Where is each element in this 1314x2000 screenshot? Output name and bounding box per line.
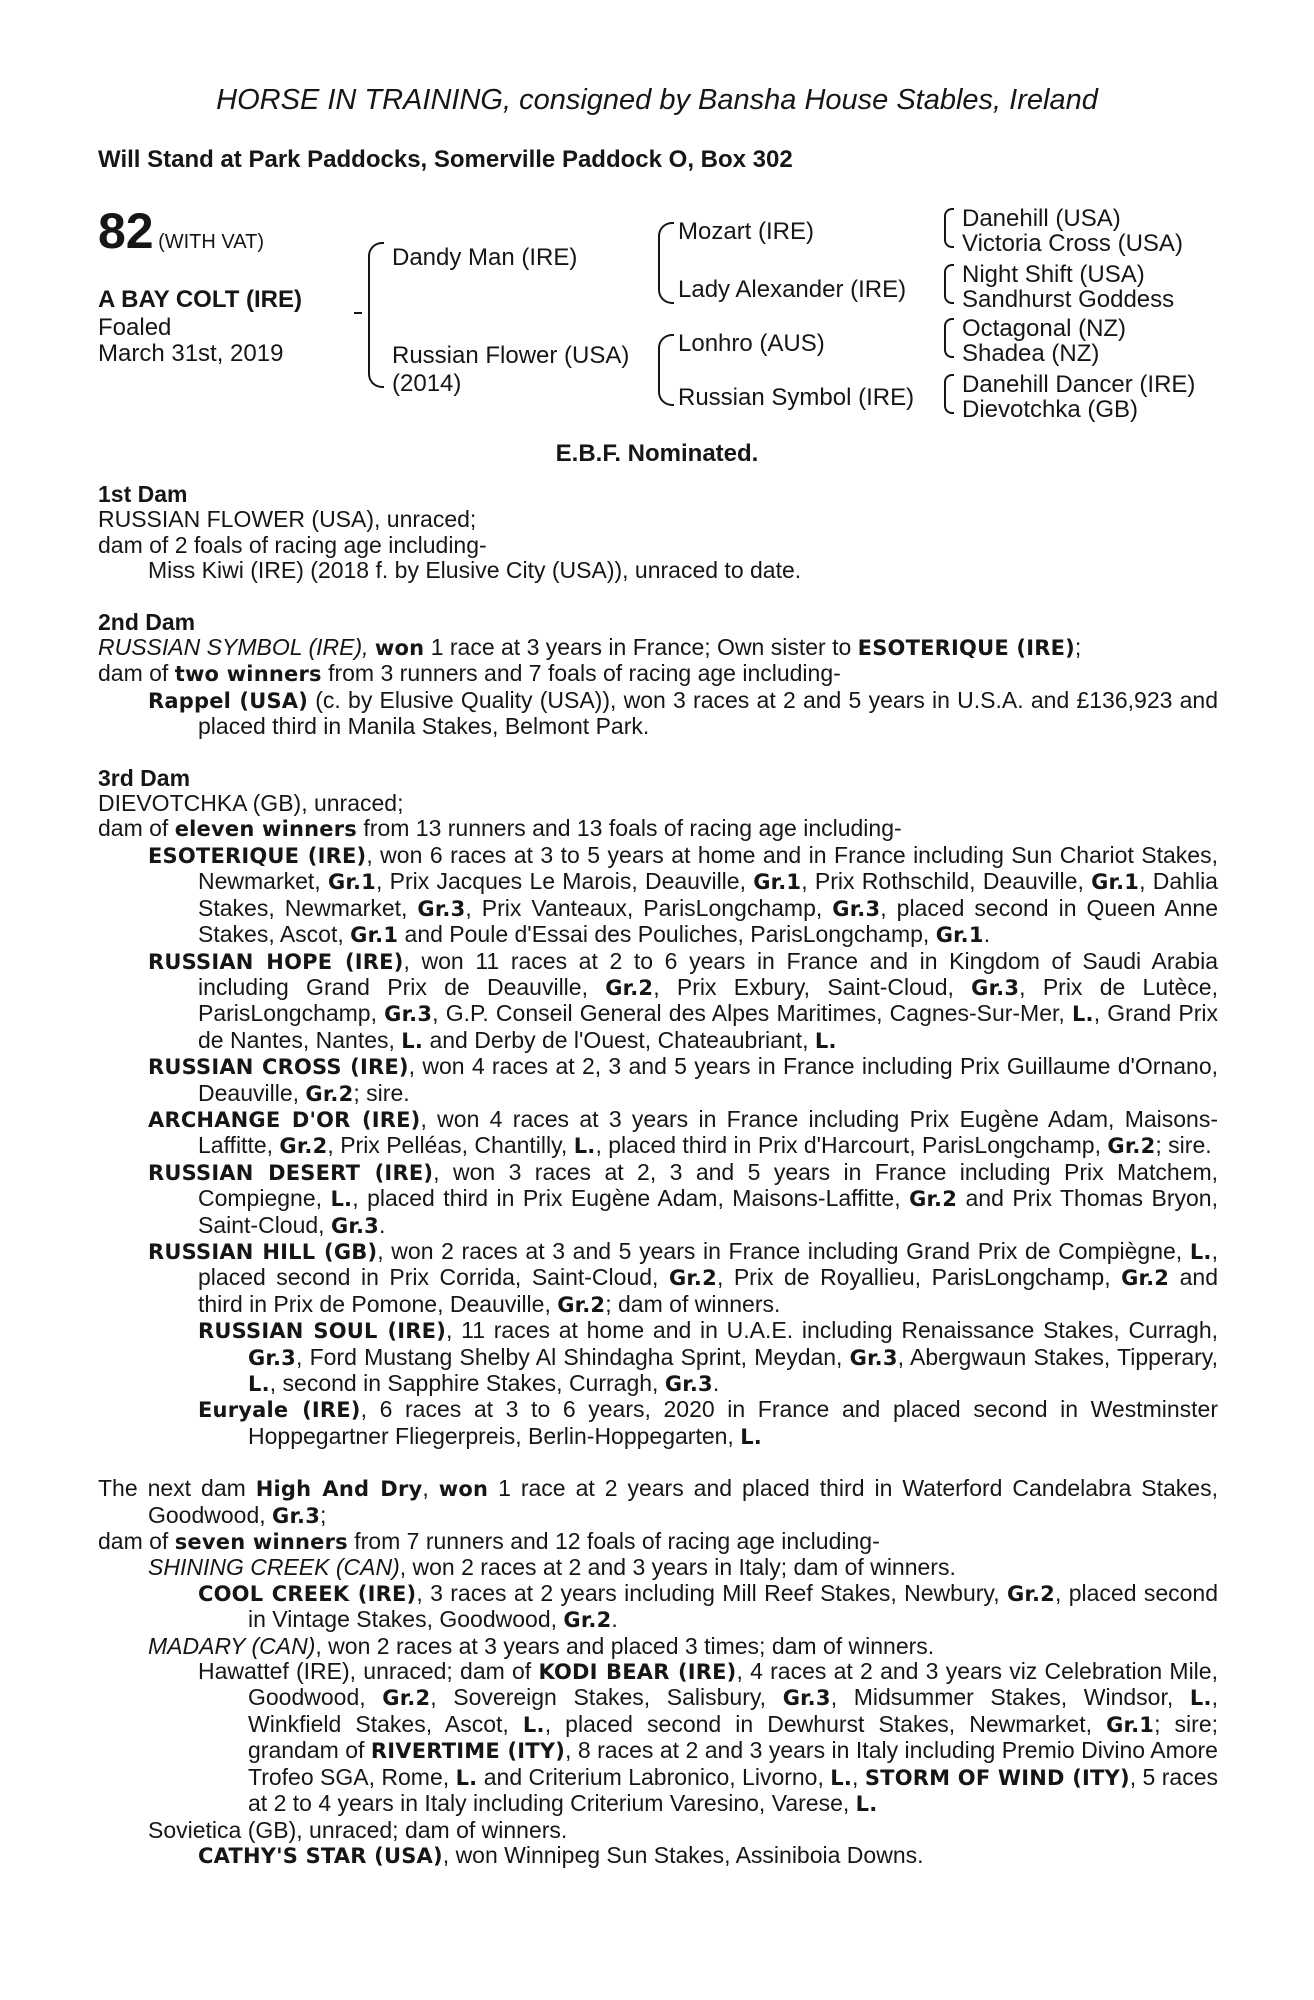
produce-entry: [98, 1318, 1218, 1397]
second-dam-section: [98, 610, 1218, 740]
text: , Winkfield Stakes, Ascot,: [248, 1684, 1219, 1737]
text: and third in Prix de Pomone, Deauville,: [198, 1264, 1219, 1317]
text: , Grand Prix de Nantes, Nantes,: [198, 1000, 1218, 1053]
text: .: [712, 1370, 720, 1396]
grade: Gr.1: [753, 870, 802, 895]
text: ; sire.: [353, 1079, 410, 1106]
grade: Gr.2: [382, 1686, 431, 1711]
won-text: won: [374, 636, 425, 661]
catalogue-header: HORSE IN TRAINING, consigned by Bansha House Stables, Ireland: [216, 84, 1098, 116]
produce-entry: [98, 1555, 1218, 1580]
text: (c. by Elusive Quality (USA)), won 3 races at 2 and 5 years in U.S.A. and £136,923 and placed third in Manila Stakes, Belmont Park.: [198, 686, 1219, 740]
grade: L.: [1189, 1239, 1212, 1264]
grade: Gr.3: [272, 1503, 321, 1528]
pedigree-brace-g4: [944, 374, 954, 414]
grade: Gr.1: [327, 870, 376, 895]
grade: Gr.2: [1121, 1266, 1170, 1291]
text: ,: [852, 1763, 865, 1790]
text: The next dam: [98, 1475, 256, 1502]
pedigree-g3-4: Sandhurst Goddess: [962, 286, 1175, 313]
grade: Gr.1: [1091, 870, 1140, 895]
vat-note: (WITH VAT): [158, 231, 264, 253]
dam-name: High And Dry: [255, 1477, 423, 1502]
pedigree-brace-dam: [658, 334, 674, 406]
produce-entry: [98, 843, 1218, 949]
horse-name: RUSSIAN SOUL (IRE): [198, 1319, 447, 1344]
text: , Prix de Royallieu, ParisLongchamp,: [716, 1264, 1122, 1291]
pedigree-brace-g2: [944, 264, 954, 304]
text: , 4 races at 2 and 3 years viz Celebration Mile, Goodwood,: [248, 1658, 1218, 1711]
foaled-date: March 31st, 2019: [98, 340, 284, 367]
dam-line: [98, 1476, 1218, 1529]
grade: Gr.3: [330, 1213, 379, 1238]
grade: L.: [740, 1424, 762, 1449]
horse-name: Rappel (USA): [148, 688, 309, 713]
grade: Gr.3: [384, 1002, 433, 1027]
produce-entry: [98, 1054, 1218, 1107]
dam-line: RUSSIAN FLOWER (USA), unraced;: [98, 506, 477, 533]
horse-name: SHINING CREEK (CAN): [148, 1554, 400, 1581]
text: , won 6 races at 3 to 5 years at home and in France including Sun Chariot Stakes, Newmarket,: [198, 841, 1218, 895]
horse-name: ESOTERIQUE (IRE): [148, 843, 367, 868]
produce-entry: [98, 1634, 1218, 1659]
text: , 11 races at home and in U.A.E. including Renaissance Stakes, Curragh,: [446, 1317, 1218, 1344]
text: , placed third in Prix d'Harcourt, ParisLongchamp,: [595, 1132, 1108, 1159]
text: .: [611, 1606, 618, 1633]
pedigree-brace-g1: [944, 208, 954, 248]
text: ; dam of winners.: [605, 1290, 781, 1317]
text: , 3 races at 2 years including Mill Reef Stakes, Newbury,: [416, 1579, 1007, 1606]
lot-number: 82: [98, 203, 154, 259]
pedigree-sire: Dandy Man (IRE): [392, 244, 578, 271]
grade: Gr.2: [557, 1292, 606, 1317]
text: , G.P. Conseil General des Alpes Maritimes, Cagnes-Sur-Mer,: [432, 1000, 1072, 1027]
grade: L.: [573, 1134, 596, 1159]
pedigree-dam: Russian Flower (USA): [392, 342, 630, 369]
produce-entry: [98, 1581, 1218, 1634]
dam-line: DIEVOTCHKA (GB), unraced;: [98, 790, 404, 817]
text: dam of: [98, 660, 175, 687]
produce-entry: Sovietica (GB), unraced; dam of winners.: [148, 1816, 568, 1843]
text: ;: [320, 1501, 327, 1528]
text: .: [983, 921, 991, 948]
text: , won 4 races at 3 years in France including Prix Eugène Adam, Maisons-Laffitte,: [198, 1105, 1218, 1159]
text: , Abergwaun Stakes, Tipperary,: [897, 1343, 1218, 1370]
dam-line: [98, 635, 1218, 661]
grade: Gr.3: [248, 1345, 296, 1370]
text: , won 2 races at 3 and 5 years in France including Grand Prix de Compiègne,: [377, 1237, 1190, 1264]
text: , Prix Rothschild, Deauville,: [801, 868, 1092, 895]
pedigree-dam-dam: Russian Symbol (IRE): [678, 384, 915, 411]
text: , won 3 races at 2, 3 and 5 years in France including Prix Matchem, Compiegne,: [198, 1158, 1218, 1212]
grade: Gr.3: [782, 1686, 831, 1711]
text: dam of: [98, 1528, 175, 1555]
produce-entry: [98, 1160, 1218, 1239]
pedigree-g3-7: Danehill Dancer (IRE): [962, 371, 1196, 398]
grade: Gr.2: [305, 1081, 354, 1106]
grade: Gr.2: [1006, 1581, 1055, 1606]
produce-entry: [98, 1397, 1218, 1450]
text: , Midsummer Stakes, Windsor,: [830, 1684, 1190, 1711]
grade: Gr.2: [605, 975, 654, 1000]
text: ; sire.: [1155, 1132, 1212, 1159]
produce-entry: [98, 688, 1218, 740]
pedigree-g3-1: Danehill (USA): [962, 205, 1121, 232]
grade: Gr.2: [563, 1608, 612, 1633]
produce-entry: [98, 949, 1218, 1055]
text: , Ford Mustang Shelby Al Shindagha Sprint, Meydan,: [296, 1343, 850, 1370]
section-title: 1st Dam: [98, 481, 188, 507]
dam-produce-line: [98, 1529, 1218, 1555]
next-dam-section: [98, 1476, 1218, 1869]
horse-name: RIVERTIME (ITY): [370, 1739, 566, 1764]
horse-name: RUSSIAN DESERT (IRE): [148, 1160, 434, 1185]
text: , placed second in Dewhurst Stakes, Newmarket,: [544, 1710, 1107, 1737]
text: , won 4 races at 2, 3 and 5 years in France including Prix Guillaume d'Ornano, Deauville,: [198, 1053, 1218, 1106]
horse-name: COOL CREEK (IRE): [198, 1581, 417, 1606]
produce-entry: [98, 1843, 1218, 1869]
text: , Prix Exbury, Saint-Cloud,: [653, 973, 972, 1000]
horse-name: MADARY (CAN): [148, 1632, 316, 1659]
grade: L.: [1189, 1686, 1212, 1711]
stand-location: Will Stand at Park Paddocks, Somerville Paddock O, Box 302: [98, 146, 793, 173]
produce-entry: Miss Kiwi (IRE) (2018 f. by Elusive City (USA)), unraced to date.: [148, 557, 802, 584]
foaled-label: Foaled: [98, 314, 172, 341]
dam-produce-line: [98, 661, 1218, 687]
text: , Sovereign Stakes, Salisbury,: [430, 1684, 783, 1711]
produce-entry: [98, 1659, 1218, 1817]
pedigree-brace-main: [368, 242, 384, 388]
dam-name: RUSSIAN SYMBOL (IRE),: [98, 634, 375, 661]
text: , 8 races at 2 and 3 years in Italy including Premio Divino Amore Trofeo SGA, Rome,: [248, 1737, 1218, 1790]
horse-name: A BAY COLT (IRE): [98, 286, 303, 313]
ebf-nomination: E.B.F. Nominated.: [555, 440, 759, 467]
text: , placed third in Prix Eugène Adam, Maisons-Laffitte,: [352, 1185, 910, 1212]
sister-name: ESOTERIQUE (IRE): [857, 636, 1075, 661]
produce-entry: [98, 1107, 1218, 1160]
horse-name: RUSSIAN HOPE (IRE): [148, 949, 404, 974]
pedigree-dam-sire: Lonhro (AUS): [678, 330, 825, 357]
brace-notch: [354, 312, 362, 314]
grade: L.: [455, 1765, 478, 1790]
pedigree-g3-6: Shadea (NZ): [962, 340, 1100, 367]
dam-produce-line: dam of 2 foals of racing age including-: [98, 531, 487, 558]
text: , 6 races at 3 to 6 years, 2020 in France and placed second in Westminster Hoppegartner Fliegerpreis, Berlin-Hoppegarten,: [248, 1396, 1218, 1449]
text: , 5 races at 2 to 4 years in Italy including Criterium Varesino, Varese,: [248, 1763, 1218, 1817]
grade: L.: [814, 1028, 837, 1053]
text: , placed second in Queen Anne Stakes, Ascot,: [198, 894, 1218, 948]
text: and Derby de l'Ouest, Chateaubriant,: [423, 1026, 815, 1053]
grade: Gr.3: [971, 975, 1020, 1000]
grade: Gr.3: [832, 896, 881, 921]
text: , Prix Pelléas, Chantilly,: [327, 1132, 574, 1159]
text: .: [378, 1211, 386, 1238]
winners-count: seven winners: [174, 1530, 348, 1555]
pedigree-notes: [98, 482, 1218, 1869]
text: Hawattef (IRE), unraced; dam of: [198, 1658, 539, 1685]
text: and Criterium Labronico, Livorno,: [477, 1763, 831, 1790]
text: from 3 runners and 7 foals of racing age including-: [321, 660, 841, 687]
winners-count: eleven winners: [174, 817, 357, 842]
pedigree-g3-5: Octagonal (NZ): [962, 315, 1127, 342]
text: from 7 runners and 12 foals of racing age including-: [347, 1528, 880, 1555]
text: , Prix Jacques Le Marois, Deauville,: [375, 868, 754, 895]
text: ;: [1074, 634, 1082, 661]
text: 1 race at 3 years in France; Own sister to: [424, 634, 858, 661]
section-title: 3rd Dam: [98, 764, 191, 791]
produce-entry: [98, 1239, 1218, 1318]
grade: L.: [330, 1187, 353, 1212]
text: , placed second in Vintage Stakes, Goodwood,: [248, 1579, 1219, 1633]
winners-count: two winners: [174, 662, 322, 687]
pedigree-brace-g3: [944, 318, 954, 358]
pedigree-g3-2: Victoria Cross (USA): [962, 230, 1183, 257]
text: , Prix de Lutèce, ParisLongchamp,: [198, 973, 1218, 1027]
pedigree-sire-sire: Mozart (IRE): [678, 218, 815, 245]
horse-name: RUSSIAN CROSS (IRE): [148, 1055, 409, 1080]
horse-name: CATHY'S STAR (USA): [198, 1843, 443, 1868]
text: , won 11 races at 2 to 6 years in France and in Kingdom of Saudi Arabia including Grand Prix de Deauville,: [198, 947, 1218, 1000]
text: , won 2 races at 2 and 3 years in Italy; dam of winners.: [399, 1554, 956, 1581]
grade: Gr.2: [909, 1187, 958, 1212]
pedigree-dam-year: (2014): [392, 370, 462, 397]
pedigree-sire-dam: Lady Alexander (IRE): [678, 276, 907, 303]
horse-name: ARCHANGE D'OR (IRE): [148, 1107, 421, 1132]
text: ; sire; grandam of: [248, 1710, 1219, 1764]
grade: L.: [1071, 1002, 1094, 1027]
text: , placed second in Prix Corrida, Saint-Cloud,: [198, 1237, 1218, 1291]
grade: Gr.1: [350, 923, 399, 948]
grade: L.: [855, 1792, 878, 1817]
grade: L.: [830, 1765, 853, 1790]
grade: Gr.3: [849, 1345, 898, 1370]
grade: Gr.2: [279, 1134, 328, 1159]
horse-name: RUSSIAN HILL (GB): [148, 1239, 378, 1264]
section-title: 2nd Dam: [98, 608, 196, 635]
pedigree-g3-8: Dievotchka (GB): [962, 396, 1139, 423]
grade: Gr.1: [935, 923, 984, 948]
grade: Gr.3: [664, 1372, 713, 1396]
text: , won Winnipeg Sun Stakes, Assiniboia Downs.: [442, 1841, 924, 1868]
grade: L.: [248, 1372, 270, 1396]
grade: Gr.2: [1107, 1134, 1156, 1159]
grade: L.: [401, 1028, 424, 1053]
pedigree-brace-sire: [658, 222, 674, 304]
grade: L.: [522, 1712, 545, 1737]
grade: Gr.1: [1106, 1712, 1155, 1737]
first-dam-section: [98, 482, 1218, 584]
text: and Poule d'Essai des Pouliches, ParisLongchamp,: [398, 921, 936, 948]
text: , Prix Vanteaux, ParisLongchamp,: [465, 894, 833, 921]
won-text: won: [438, 1477, 489, 1502]
grade: Gr.3: [417, 896, 466, 921]
text: 1 race at 2 years and placed third in Waterford Candelabra Stakes, Goodwood,: [148, 1475, 1218, 1528]
third-dam-section: [98, 766, 1218, 1451]
text: , won 2 races at 3 years and placed 3 times; dam of winners.: [315, 1632, 935, 1659]
horse-name: Euryale (IRE): [198, 1398, 361, 1423]
text: , second in Sapphire Stakes, Curragh,: [269, 1370, 665, 1396]
text: , Dahlia Stakes, Newmarket,: [198, 868, 1218, 921]
horse-name: STORM OF WIND (ITY): [864, 1765, 1130, 1790]
text: from 13 runners and 13 foals of racing age including-: [357, 815, 902, 842]
grade: Gr.2: [668, 1266, 717, 1291]
text: ,: [422, 1475, 439, 1502]
text: dam of: [98, 815, 175, 842]
lot-number-block: [98, 202, 264, 260]
dam-produce-line: [98, 816, 1218, 842]
horse-name: KODI BEAR (IRE): [538, 1660, 737, 1685]
text: and Prix Thomas Bryon, Saint-Cloud,: [198, 1185, 1218, 1238]
pedigree-g3-3: Night Shift (USA): [962, 261, 1145, 288]
